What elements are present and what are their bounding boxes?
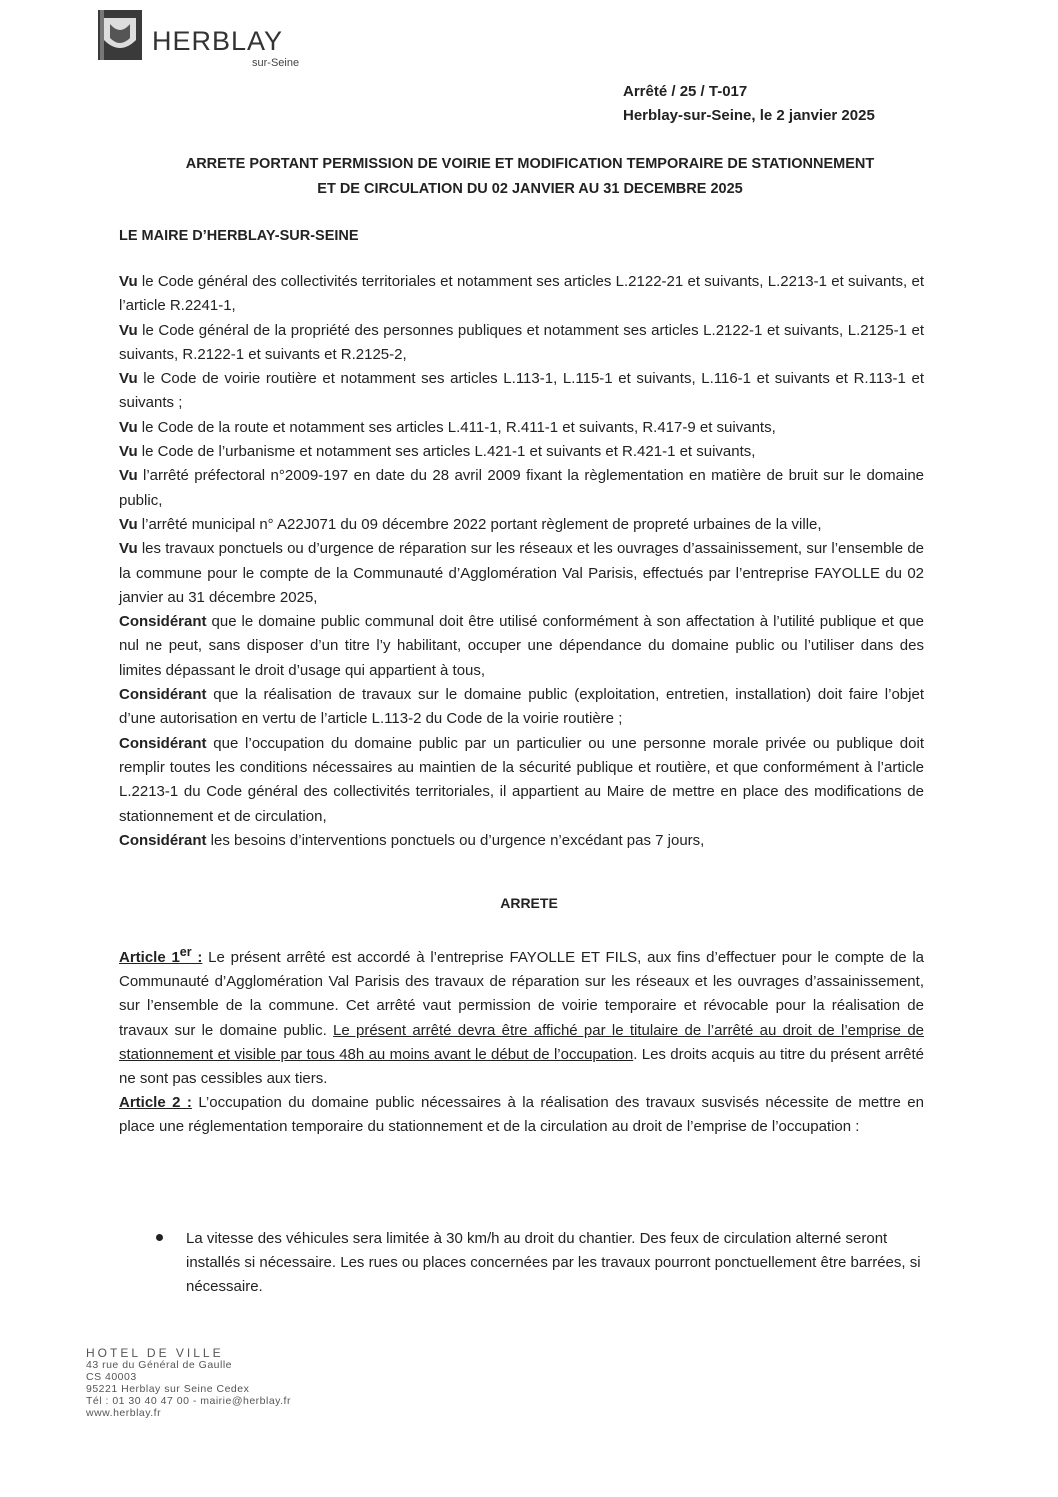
document-title (90, 152, 970, 202)
visa-lead: Vu (119, 540, 138, 558)
visa-paragraph (119, 464, 924, 513)
footer-line: 95221 Herblay sur Seine Cedex (86, 1383, 250, 1395)
herblay-logo (96, 6, 336, 68)
visa-lead: Vu (119, 321, 138, 339)
visa-paragraph (119, 367, 924, 416)
visa-text: l’arrêté municipal n° A22J071 du 09 décembre 2022 portant règlement de propreté urbaines de la ville, (137, 515, 822, 533)
title-line-1: ARRETE PORTANT PERMISSION DE VOIRIE ET MODIFICATION TEMPORAIRE DE STATIONNEMENT (185, 156, 875, 172)
article-1-sup: er (179, 945, 192, 959)
considerant-paragraph (119, 610, 924, 683)
visa-paragraph (119, 440, 924, 464)
considerant-text: que la réalisation de travaux sur le domaine public (exploitation, entretien, installation) doit faire l’objet d’une autorisation en vertu de l’article L.113-2 du Code de la voirie routière ; (119, 686, 924, 728)
visa-lead: Vu (119, 273, 138, 290)
visa-lead: Vu (119, 418, 138, 436)
article-2-label (119, 1094, 192, 1111)
footer-heading: HOTEL DE VILLE (86, 1346, 224, 1360)
visa-text: le Code de voirie routière et notamment ses articles L.113-1, L.115-1 et suivants, L.116-1 et suivants et R.113-1 et suivants ; (119, 370, 924, 412)
visa-lead: Vu (119, 515, 138, 533)
considerant-lead: Considérant (119, 613, 207, 631)
visa-paragraph (119, 513, 924, 537)
article-1-tail: . Les droits acquis au titre du présent arrêté ne sont pas cessibles aux tiers. (119, 1045, 924, 1088)
maire-heading: LE MAIRE D’HERBLAY-SUR-SEINE (119, 228, 359, 244)
articles-section (119, 940, 924, 1140)
considerant-lead: Considérant (119, 686, 207, 704)
visa-lead: Vu (119, 443, 138, 461)
footer-address (86, 1347, 291, 1419)
visa-paragraph (119, 319, 924, 368)
visa-text: le Code général des collectivités territoriales et notamment ses articles L.2122-21 et suivants, L.2213-1 et suivants, et l’article R.2241-1, (119, 273, 924, 315)
visa-text: l’arrêté préfectoral n°2009-197 en date du 28 avril 2009 fixant la règlementation en matière de bruit sur le domaine public, (119, 467, 924, 509)
visa-paragraph (119, 270, 924, 319)
visa-text: les travaux ponctuels ou d’urgence de réparation sur les réseaux et les ouvrages d’assainissement, sur l’ensemble de la commune pour le compte de la Communauté d’Agglomération Val Parisis, effectués par l’entreprise FAYOLLE du 02 janvier au 31 décembre 2025, (119, 540, 924, 606)
considerant-paragraph (119, 683, 924, 732)
considerant-paragraph (119, 732, 924, 829)
footer-line: CS 40003 (86, 1371, 137, 1383)
footer-line: 43 rue du Général de Gaulle (86, 1359, 233, 1371)
bullet-icon (156, 1234, 163, 1241)
visa-lead: Vu (119, 370, 138, 388)
arrete-reference (623, 80, 875, 128)
considerant-lead: Considérant (119, 734, 207, 752)
visa-text: le Code général de la propriété des personnes publiques et notamment ses articles L.2122-1 et suivants, L.2125-1 et suivants, R.2122-1 et suivants et R.2125-2, (119, 321, 924, 363)
article-1-label (119, 945, 203, 966)
visa-paragraph (119, 537, 924, 610)
footer-line: Tél : 01 30 40 47 00 - mairie@herblay.fr (86, 1395, 291, 1407)
footer-line: www.herblay.fr (86, 1407, 162, 1419)
bullet-item: La vitesse des véhicules sera limitée à 30 km/h au droit du chantier. Des feux de circulation alterné seront installés si nécessaire. Les rues ou places concernées par les travaux pourront ponctuellement être barrées, si nécessaire. (186, 1230, 921, 1296)
arrete-heading: ARRETE (500, 895, 558, 911)
article-2 (119, 1091, 924, 1139)
place-date: Herblay-sur-Seine, le 2 janvier 2025 (623, 107, 875, 124)
article-1-colon: : (191, 949, 203, 966)
considerant-paragraph (119, 829, 924, 853)
considerant-text: que le domaine public communal doit être utilisé conformément à son affectation à l’utilité publique et que nul ne peut, sans disposer d’un titre l’y habilitant, occuper une dépendance du domaine public ou l’utiliser dans des limites dépassant le droit d’usage qui appartient à tous, (119, 613, 924, 679)
article-2-colon: : (180, 1094, 192, 1112)
considerant-text: les besoins d’interventions ponctuels ou d’urgence n’excédant pas 7 jours, (206, 831, 705, 849)
article-1-underlined: Le présent arrêté devra être affiché par le titulaire de l’arrêté au droit de l’emprise de stationnement et visible par tous 48h au moins avant le début de l’occupation (119, 1021, 924, 1063)
article-1-text: Le présent arrêté est accordé à l’entreprise FAYOLLE ET FILS, aux fins d’effectuer pour le compte de la Communauté d’Agglomération Val Parisis des travaux de réparation sur les réseaux et les ouvrages d’assainissement, sur l’ensemble de la commune. Cet arrêté vaut permission de voirie temporaire et révocable pour la réalisation de travaux sur le domaine public. (119, 949, 924, 1039)
visa-text: le Code de la route et notamment ses articles L.411-1, R.411-1 et suivants, R.417-9 et suivants, (137, 418, 776, 436)
visa-text: le Code de l’urbanisme et notamment ses articles L.421-1 et suivants et R.421-1 et suivants, (137, 443, 756, 461)
article-2-text: L’occupation du domaine public nécessaires à la réalisation des travaux susvisés nécessite de mettre en place une réglementation temporaire du stationnement et de la circulation au droit de l’emprise de l’occupation : (119, 1094, 924, 1136)
article-2-label-text: Article 2 (119, 1094, 181, 1112)
logo-subtitle: sur-Seine (252, 57, 300, 69)
article-1-label-text: Article 1 (119, 949, 180, 966)
city-crest-icon (96, 6, 146, 66)
visa-paragraph (119, 416, 924, 440)
title-line-2: ET DE CIRCULATION DU 02 JANVIER AU 31 DECEMBRE 2025 (317, 181, 743, 197)
visa-lead: Vu (119, 467, 138, 485)
arrete-number: Arrêté / 25 / T-017 (623, 83, 748, 100)
considerant-text: que l’occupation du domaine public par un particulier ou une personne morale privée ou publique doit remplir toutes les conditions nécessaires au maintien de la sécurité publique et routière, et que conformément à l’article L.2213-1 du Code général des collectivités territoriales, il appartient au Maire de mettre en place des modifications de stationnement et de circulation, (119, 734, 924, 825)
considerant-lead: Considérant (119, 831, 207, 849)
logo-name: HERBLAY (152, 26, 284, 56)
article-1 (119, 940, 924, 1091)
visas-section (119, 270, 924, 853)
